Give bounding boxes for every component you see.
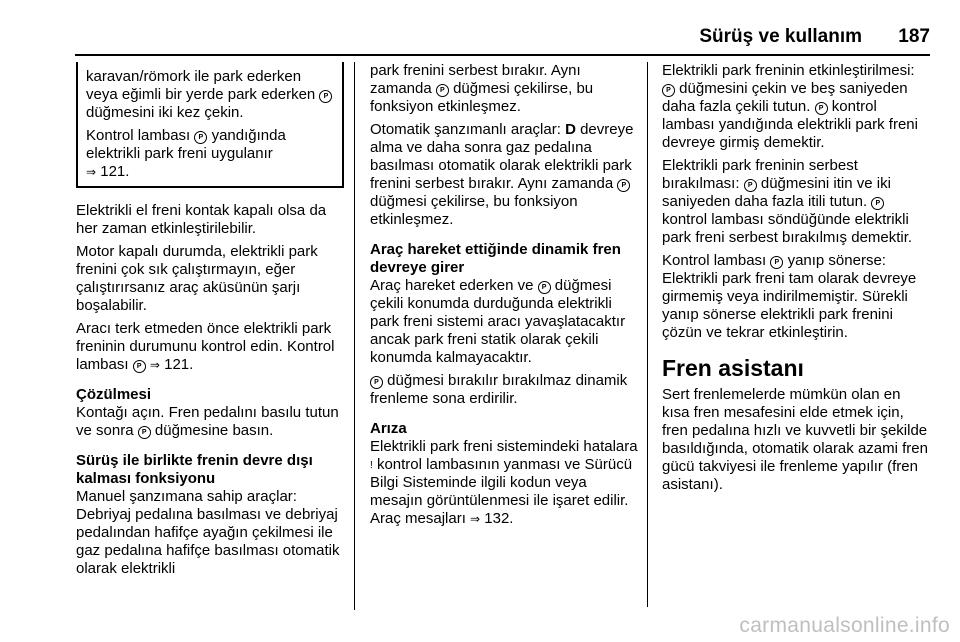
- gear-position-label: D: [565, 121, 576, 138]
- park-brake-icon: P: [370, 376, 383, 389]
- paragraph: Manuel şanzımana sahip araçlar: Debriyaj pedalına basılması ve debriyaj pedalından hafifçe ayağın çekilmesi ile gaz pedalına hafifçe basılması otomatik olarak elektrikli: [76, 488, 340, 577]
- paragraph: park frenini serbest bırakır. Aynı zamanda P düğmesi çekilirse, bu fonksiyon etkinleşmez.: [370, 62, 594, 115]
- paragraph: Otomatik şanzımanlı araçlar: D devreye alma ve daha sonra gaz pedalına basılması otomatik olarak elektrikli park frenini serbest bırakır. Aynı zamanda P düğmesi çekilirse, bu fonksiyon etkinleşmez.: [370, 121, 634, 228]
- park-brake-icon: P: [770, 256, 783, 269]
- paragraph: Elektrikli park freninin serbest bırakılması: P düğmesini itin ve iki saniyeden daha fazla itili tutun. P kontrol lambası söndüğünde elektrikli park freni serbest bırakılmış demektir.: [662, 157, 913, 246]
- park-brake-icon: P: [133, 360, 146, 373]
- column-3: [662, 62, 930, 499]
- paragraph: Sert frenlemelerde mümkün olan en kısa fren mesafesini elde etmek için, fren pedalına hızlı ve kuvvetli bir şekilde basıldığında, otomatik olarak azami fren gücü takviyesi ile frenleme yapılır (fren asistanı).: [662, 386, 928, 493]
- header-rule: [75, 54, 930, 56]
- paragraph: Motor kapalı durumda, elektrikli park frenini çok sık çalıştırmayın, eğer çalıştırırsanız araç aküsünün şarjı boşalabilir.: [76, 243, 318, 314]
- page-ref-icon: ⇒: [470, 512, 481, 526]
- page-reference[interactable]: 121.: [164, 356, 194, 373]
- page-reference[interactable]: 121.: [100, 163, 130, 180]
- page-header: [75, 20, 930, 56]
- page-number: 187: [898, 26, 930, 47]
- paragraph: Kontrol lambası P yanıp sönerse: Elektrikli park freni tam olarak devreye girmemiş veya indirilmemiştir. Sürekli yanıp sönerse elektrikli park frenini çözün ve tekrar etkinleştirin.: [662, 252, 917, 341]
- column-divider: [647, 62, 648, 607]
- warning-wrench-icon: !: [370, 460, 373, 471]
- section-heading: Sürüş ile birlikte frenin devre dışı kalması fonksiyonu: [76, 452, 313, 487]
- park-brake-icon: P: [744, 179, 757, 192]
- header-title: Sürüş ve kullanım: [699, 26, 862, 47]
- paragraph: Aracı terk etmeden önce elektrikli park freninin durumunu kontrol edin. Kontrol lambası P ⇒ 121.: [76, 320, 335, 373]
- paragraph: Elektrikli el freni kontak kapalı olsa da her zaman etkinleştirilebilir.: [76, 202, 327, 237]
- notice-box: [76, 62, 344, 188]
- section-heading: Arıza: [370, 420, 407, 437]
- paragraph: Elektrikli park freni sistemindeki hatalara ! kontrol lambasının yanması ve Sürücü Bilgi Sisteminde ilgili kodun veya mesajın görüntülenmesi ile işaret edilir. Araç mesajları ⇒ 132.: [370, 438, 638, 527]
- park-brake-icon: P: [871, 197, 884, 210]
- paragraph: P düğmesi bırakılır bırakılmaz dinamik frenleme sona erdirilir.: [370, 372, 628, 407]
- paragraph: Kontağı açın. Fren pedalını basılu tutun ve sonra P düğmesine basın.: [76, 404, 339, 439]
- section-heading: Araç hareket ettiğinde dinamik fren devreye girer: [370, 241, 621, 276]
- page-ref-icon: ⇒: [86, 165, 97, 179]
- column-divider: [354, 62, 355, 610]
- section-title: Fren asistanı: [662, 355, 804, 381]
- paragraph: karavan/römork ile park ederken veya eğimli bir yerde park ederken P düğmesini iki kez çekin.: [86, 68, 334, 122]
- park-brake-icon: P: [319, 90, 332, 103]
- park-brake-icon: P: [436, 84, 449, 97]
- section-heading: Çözülmesi: [76, 386, 152, 403]
- column-2: [370, 62, 640, 533]
- paragraph: Elektrikli park freninin etkinleştirilmesi: P düğmesini çekin ve beş saniyeden daha fazla çekili tutun. P kontrol lambası yandığında elektrikli park freni devreye girmiş demektir.: [662, 62, 918, 151]
- park-brake-icon: P: [194, 131, 207, 144]
- paragraph: Kontrol lambası P yandığında elektrikli park freni uygulanır ⇒ 121.: [86, 127, 286, 180]
- park-brake-icon: P: [617, 179, 630, 192]
- watermark: carmanualsonline.info: [739, 614, 950, 637]
- page-ref-icon: ⇒: [149, 358, 160, 372]
- park-brake-icon: P: [138, 426, 151, 439]
- page-reference[interactable]: 132.: [484, 510, 514, 527]
- park-brake-icon: P: [538, 281, 551, 294]
- column-1: [76, 62, 344, 583]
- paragraph: Araç hareket ederken ve P düğmesi çekili konumda durduğunda elektrikli park freni sistemi aracı yavaşlatacaktır ancak park freni statik olarak çekili konumda kalmayacaktır.: [370, 277, 626, 366]
- park-brake-icon: P: [662, 84, 675, 97]
- park-brake-icon: P: [815, 102, 828, 115]
